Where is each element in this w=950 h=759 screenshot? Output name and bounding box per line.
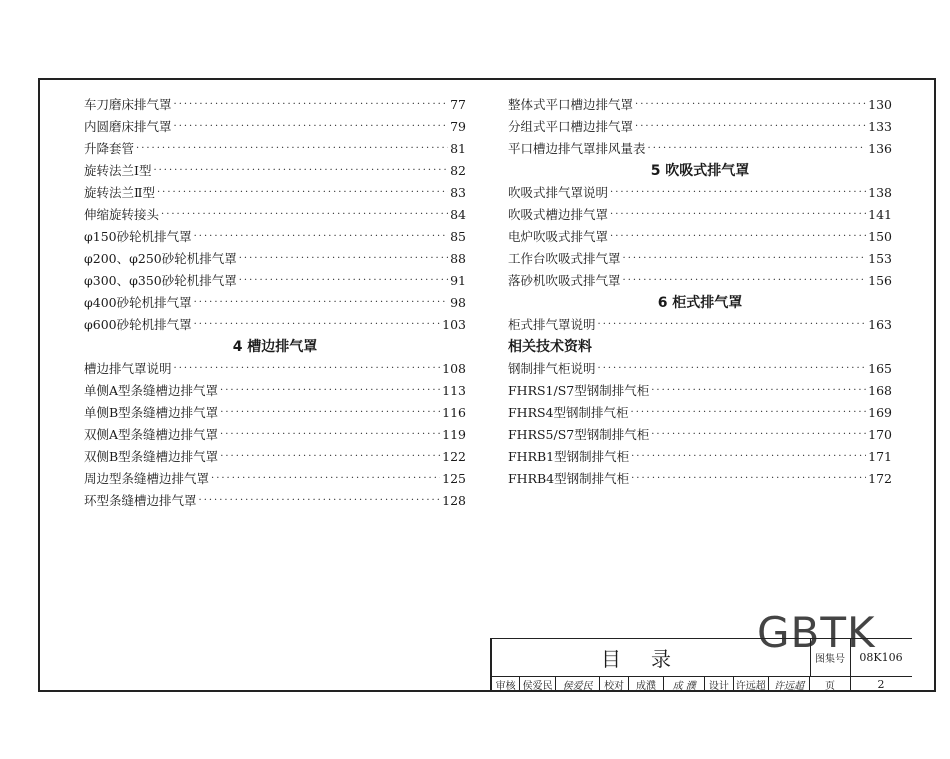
dot-leader xyxy=(610,226,866,248)
dot-leader xyxy=(610,182,866,204)
toc-entry xyxy=(508,468,892,490)
toc-entry xyxy=(508,116,892,138)
toc-entry-title: φ300、φ350砂轮机排气罩 xyxy=(84,273,237,288)
dot-leader xyxy=(610,204,866,226)
toc-entry-page: 156 xyxy=(868,273,892,288)
dot-leader xyxy=(648,138,867,160)
dot-leader xyxy=(631,468,866,490)
dot-leader xyxy=(220,380,440,402)
toc-entry-title: 单侧B型条缝槽边排气罩 xyxy=(84,405,219,420)
toc-entry-title: φ400砂轮机排气罩 xyxy=(84,295,192,310)
toc-entry-title: FHRS5/S7型钢制排气柜 xyxy=(508,427,650,442)
toc-entry xyxy=(508,446,892,468)
dot-leader xyxy=(220,446,440,468)
design-label: 设计 xyxy=(705,677,733,692)
toc-entry-page: 122 xyxy=(442,449,466,464)
toc-entry-title: FHRS1/S7型钢制排气柜 xyxy=(508,383,650,398)
toc-entry-title: 钢制排气柜说明 xyxy=(508,361,596,376)
section-heading: 6 柜式排气罩 xyxy=(657,295,743,311)
reviewer-name: 侯爱民 xyxy=(520,677,556,692)
dot-leader xyxy=(651,380,866,402)
toc-entry-page: 163 xyxy=(868,317,892,332)
toc-entry xyxy=(508,270,892,292)
dot-leader xyxy=(194,226,448,248)
dot-leader xyxy=(157,182,448,204)
toc-entry-page: 128 xyxy=(442,493,466,508)
page-label: 页 xyxy=(810,677,851,692)
dot-leader xyxy=(635,116,866,138)
toc-entry-page: 138 xyxy=(868,185,892,200)
toc-entry-page: 84 xyxy=(450,207,466,222)
toc-entry xyxy=(508,424,892,446)
toc-entry xyxy=(84,204,466,226)
toc-entry xyxy=(508,248,892,270)
dot-leader xyxy=(239,248,448,270)
toc-entry xyxy=(84,270,466,292)
toc-entry-title: 电炉吹吸式排气罩 xyxy=(508,229,609,244)
dot-leader xyxy=(153,160,448,182)
toc-entry xyxy=(508,402,892,424)
toc-entry xyxy=(84,226,466,248)
toc-entry xyxy=(84,94,466,116)
toc-entry xyxy=(84,402,466,424)
dot-leader xyxy=(174,94,449,116)
toc-entry-page: 98 xyxy=(450,295,466,310)
toc-entry-title: φ600砂轮机排气罩 xyxy=(84,317,192,332)
dot-leader xyxy=(598,314,867,336)
dot-leader xyxy=(220,402,440,424)
atlas-number: 08K106 xyxy=(850,639,912,677)
toc-entry xyxy=(84,380,466,402)
designer-name: 许远超 xyxy=(734,677,770,692)
dot-leader xyxy=(239,270,448,292)
toc-entry-title: 双侧B型条缝槽边排气罩 xyxy=(84,449,219,464)
toc-entry-page: 141 xyxy=(868,207,892,222)
toc-left-column xyxy=(84,94,466,512)
toc-entry-page: 108 xyxy=(442,361,466,376)
reviewer-signature: 侯爱民 xyxy=(556,677,601,692)
toc-entry-title: FHRB4型钢制排气柜 xyxy=(508,471,630,486)
toc-entry-title: 旋转法兰Ⅰ型 xyxy=(84,163,152,178)
toc-entry-title: FHRB1型钢制排气柜 xyxy=(508,449,630,464)
atlas-number-label: 图集号 xyxy=(810,639,851,677)
toc-entry-page: 133 xyxy=(868,119,892,134)
toc-entry-title: 整体式平口槽边排气罩 xyxy=(508,97,634,112)
toc-entry-page: 116 xyxy=(442,405,466,420)
toc-entry-title: 平口槽边排气罩排风量表 xyxy=(508,141,646,156)
dot-leader xyxy=(174,116,449,138)
toc-entry xyxy=(508,182,892,204)
toc-entry-page: 79 xyxy=(450,119,466,134)
toc-entry-title: 槽边排气罩说明 xyxy=(84,361,172,376)
section-heading: 4 槽边排气罩 xyxy=(232,339,318,355)
toc-entry xyxy=(84,446,466,468)
toc-entry-title: 环型条缝槽边排气罩 xyxy=(84,493,197,508)
toc-entry-page: 85 xyxy=(450,229,466,244)
toc-entry-page: 77 xyxy=(450,97,466,112)
dot-leader xyxy=(623,270,867,292)
toc-entry-title: 落砂机吹吸式排气罩 xyxy=(508,273,621,288)
toc-entry xyxy=(84,116,466,138)
check-label: 校对 xyxy=(600,677,628,692)
signature-row xyxy=(492,677,810,692)
toc-entry-page: 119 xyxy=(442,427,466,442)
toc-entry-page: 136 xyxy=(868,141,892,156)
checker-signature: 成 濮 xyxy=(664,677,705,692)
toc-entry-page: 171 xyxy=(868,449,892,464)
toc-entry-title: 内圆磨床排气罩 xyxy=(84,119,172,134)
toc-entry-page: 88 xyxy=(450,251,466,266)
section-heading: 相关技术资料 xyxy=(508,339,592,355)
toc-entry xyxy=(84,160,466,182)
dot-leader xyxy=(194,314,441,336)
toc-entry-page: 153 xyxy=(868,251,892,266)
toc-entry-title: 伸缩旋转接头 xyxy=(84,207,160,222)
toc-entry xyxy=(84,490,466,512)
toc-entry-title: 车刀磨床排气罩 xyxy=(84,97,172,112)
toc-entry-title: FHRS4型钢制排气柜 xyxy=(508,405,629,420)
toc-entry-title: 吹吸式排气罩说明 xyxy=(508,185,609,200)
dot-leader xyxy=(174,358,441,380)
dot-leader xyxy=(631,402,867,424)
toc-entry-title: φ200、φ250砂轮机排气罩 xyxy=(84,251,237,266)
toc-entry xyxy=(508,138,892,160)
dot-leader xyxy=(631,446,866,468)
watermark: GBTK xyxy=(757,608,876,657)
toc-right-column xyxy=(508,94,892,490)
review-label: 审核 xyxy=(492,677,520,692)
toc-entry-page: 81 xyxy=(450,141,466,156)
toc-entry-page: 83 xyxy=(450,185,466,200)
toc-entry-page: 91 xyxy=(450,273,466,288)
toc-entry-page: 150 xyxy=(868,229,892,244)
toc-entry-title: 吹吸式槽边排气罩 xyxy=(508,207,609,222)
toc-entry-title: 周边型条缝槽边排气罩 xyxy=(84,471,210,486)
title-block xyxy=(490,638,912,692)
dot-leader xyxy=(623,248,867,270)
toc-entry xyxy=(508,94,892,116)
toc-entry xyxy=(508,204,892,226)
toc-entry xyxy=(84,248,466,270)
toc-entry-title: 旋转法兰Ⅱ型 xyxy=(84,185,155,200)
toc-entry xyxy=(84,468,466,490)
toc-entry xyxy=(84,358,466,380)
dot-leader xyxy=(635,94,866,116)
toc-entry-page: 170 xyxy=(868,427,892,442)
dot-leader xyxy=(211,468,440,490)
toc-entry xyxy=(508,314,892,336)
toc-entry xyxy=(508,358,892,380)
toc-entry-title: 柜式排气罩说明 xyxy=(508,317,596,332)
toc-entry-page: 168 xyxy=(868,383,892,398)
dot-leader xyxy=(199,490,441,512)
toc-entry-title: 双侧A型条缝槽边排气罩 xyxy=(84,427,219,442)
toc-entry-title: 工作台吹吸式排气罩 xyxy=(508,251,621,266)
toc-entry xyxy=(84,182,466,204)
page-number: 2 xyxy=(877,678,885,691)
toc-entry-page: 113 xyxy=(442,383,466,398)
toc-entry xyxy=(508,380,892,402)
toc-entry xyxy=(84,314,466,336)
toc-entry xyxy=(84,292,466,314)
toc-entry-page: 82 xyxy=(450,163,466,178)
toc-entry-title: φ150砂轮机排气罩 xyxy=(84,229,192,244)
toc-entry xyxy=(84,424,466,446)
section-heading: 5 吹吸式排气罩 xyxy=(650,163,750,179)
designer-signature: 许远超 xyxy=(769,677,810,692)
toc-entry-page: 165 xyxy=(868,361,892,376)
sheet-title: 目录 xyxy=(492,639,811,677)
toc-entry-page: 103 xyxy=(442,317,466,332)
dot-leader xyxy=(194,292,448,314)
dot-leader xyxy=(161,204,448,226)
toc-entry-title: 升降套管 xyxy=(84,141,135,156)
toc-entry xyxy=(84,138,466,160)
toc-entry-title: 分组式平口槽边排气罩 xyxy=(508,119,634,134)
toc-entry-page: 125 xyxy=(442,471,466,486)
dot-leader xyxy=(220,424,440,446)
checker-name: 成濮 xyxy=(629,677,665,692)
toc-entry-page: 169 xyxy=(868,405,892,420)
toc-entry-page: 172 xyxy=(868,471,892,486)
toc-entry xyxy=(508,226,892,248)
dot-leader xyxy=(136,138,448,160)
toc-entry-title: 单侧A型条缝槽边排气罩 xyxy=(84,383,219,398)
dot-leader xyxy=(651,424,866,446)
toc-entry-page: 130 xyxy=(868,97,892,112)
dot-leader xyxy=(598,358,867,380)
